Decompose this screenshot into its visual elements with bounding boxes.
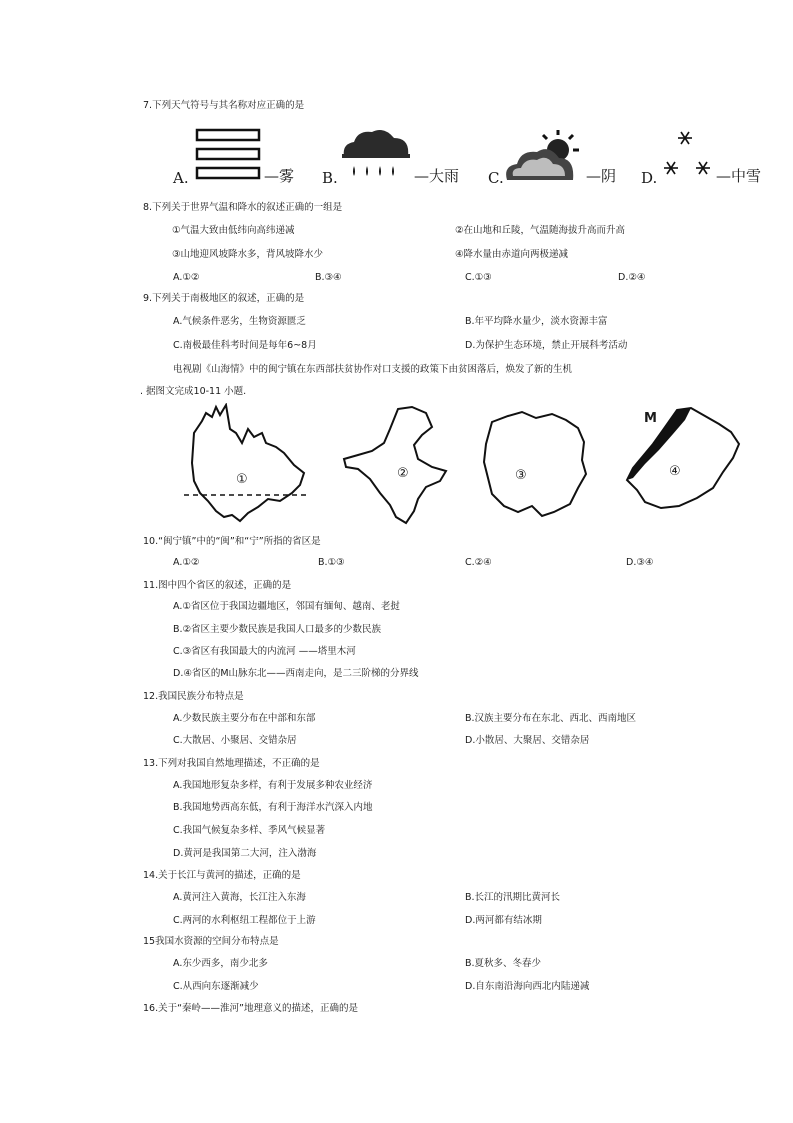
q9-choice-c: C.南极最佳科考时间是每年6~8月 [173, 340, 317, 351]
q13-stem: 13.下列对我国自然地理描述，不正确的是 [143, 758, 320, 769]
q7-option-c-name: —阴 [586, 167, 617, 185]
intro-10-11-line2: . 据图文完成10-11 小题. [140, 386, 247, 397]
q7-option-d-letter: D. [641, 169, 658, 187]
q8-choice-b: B.③④ [315, 272, 342, 283]
q10-choice-a: A.①② [173, 557, 200, 568]
province-map-3-henan [478, 408, 593, 523]
moderate-snow-symbol-icon [659, 128, 719, 184]
q9-stem: 9.下列关于南极地区的叙述，正确的是 [143, 293, 305, 304]
q14-choice-c: C.两河的水利枢纽工程都位于上游 [173, 915, 316, 926]
q12-choice-c: C.大散居、小聚居、交错杂居 [173, 735, 297, 746]
q15-choice-c: C.从西向东逐渐减少 [173, 981, 259, 992]
q14-choice-b: B.长江的汛期比黄河长 [465, 892, 561, 903]
province-map-1-yunnan [182, 403, 312, 528]
q13-choice-a: A.我国地形复杂多样，有利于发展多种农业经济 [173, 780, 373, 791]
province-map-4-fujian [615, 404, 745, 514]
map-2-label: ② [397, 466, 409, 481]
q14-choice-a: A.黄河注入黄海，长江注入东海 [173, 892, 306, 903]
q7-option-c-letter: C. [488, 169, 504, 187]
map-1-label: ① [236, 472, 248, 487]
q13-choice-c: C.我国气候复杂多样、季风气候显著 [173, 825, 326, 836]
q16-stem: 16.关于“秦岭——淮河”地理意义的描述，正确的是 [143, 1003, 358, 1014]
q7-option-a-name: —雾 [264, 167, 295, 185]
heavy-rain-symbol-icon [340, 124, 412, 184]
q8-choice-a: A.①② [173, 272, 200, 283]
q10-choice-d: D.③④ [626, 557, 654, 568]
q11-stem: 11.图中四个省区的叙述，正确的是 [143, 580, 292, 591]
q10-choice-b: B.①③ [318, 557, 345, 568]
q15-choice-a: A.东少西多，南少北多 [173, 958, 268, 969]
q14-choice-d: D.两河都有结冰期 [465, 915, 542, 926]
q11-choice-c: C.③省区有我国最大的内流河 ——塔里木河 [173, 646, 356, 657]
q9-choice-d: D.为保护生态环境，禁止开展科考活动 [465, 340, 628, 351]
q8-statement-1: ①气温大致由低纬向高纬递减 [172, 225, 295, 236]
q12-stem: 12.我国民族分布特点是 [143, 691, 244, 702]
q14-stem: 14.关于长江与黄河的描述，正确的是 [143, 870, 301, 881]
map-4-mountain-label: M [644, 411, 657, 426]
q9-choice-b: B.年平均降水量少，淡水资源丰富 [465, 316, 608, 327]
q8-statement-3: ③山地迎风坡降水多，背风坡降水少 [172, 249, 324, 260]
q8-statement-2: ②在山地和丘陵，气温随海拔升高而升高 [455, 225, 626, 236]
q8-stem: 8.下列关于世界气温和降水的叙述正确的一组是 [143, 202, 343, 213]
intro-10-11-line1: 电视剧《山海情》中的闽宁镇在东西部扶贫协作对口支援的政策下由贫困落后，焕发了新的生机 [173, 364, 573, 375]
q13-choice-d: D.黄河是我国第二大河，注入渤海 [173, 848, 317, 859]
map-3-label: ③ [515, 468, 527, 483]
q15-choice-b: B.夏秋多、冬春少 [465, 958, 542, 969]
q15-choice-d: D.自东南沿海向西北内陆递减 [465, 981, 590, 992]
q8-choice-c: C.①③ [465, 272, 492, 283]
q9-choice-a: A.气候条件恶劣，生物资源匮乏 [173, 316, 306, 327]
q7-stem: 7.下列天气符号与其名称对应正确的是 [143, 100, 305, 111]
q11-choice-d: D.④省区的M山脉东北——西南走向，是二三阶梯的分界线 [173, 668, 419, 679]
q13-choice-b: B.我国地势西高东低，有利于海洋水汽深入内地 [173, 802, 373, 813]
province-map-2-ningxia [340, 405, 450, 530]
overcast-symbol-icon [503, 124, 585, 184]
q11-choice-b: B.②省区主要少数民族是我国人口最多的少数民族 [173, 624, 382, 635]
q12-choice-a: A.少数民族主要分布在中部和东部 [173, 713, 316, 724]
q10-stem: 10.“闽宁镇”中的“闽”和“宁”所指的省区是 [143, 536, 321, 547]
q12-choice-d: D.小散居、大聚居、交错杂居 [465, 735, 590, 746]
q8-choice-d: D.②④ [618, 272, 646, 283]
q7-option-d-name: —中雪 [716, 167, 762, 185]
q7-option-b-name: —大雨 [414, 167, 460, 185]
q11-choice-a: A.①省区位于我国边疆地区，邻国有缅甸、越南、老挝 [173, 601, 400, 612]
q10-choice-c: C.②④ [465, 557, 492, 568]
q8-statement-4: ④降水量由赤道向两极递减 [455, 249, 569, 260]
q12-choice-b: B.汉族主要分布在东北、西北、西南地区 [465, 713, 637, 724]
q7-option-a-letter: A. [173, 169, 189, 187]
map-4-label: ④ [669, 464, 681, 479]
q7-option-b-letter: B. [322, 169, 338, 187]
q15-stem: 15我国水资源的空间分布特点是 [143, 936, 279, 947]
fog-symbol-icon [194, 127, 264, 183]
